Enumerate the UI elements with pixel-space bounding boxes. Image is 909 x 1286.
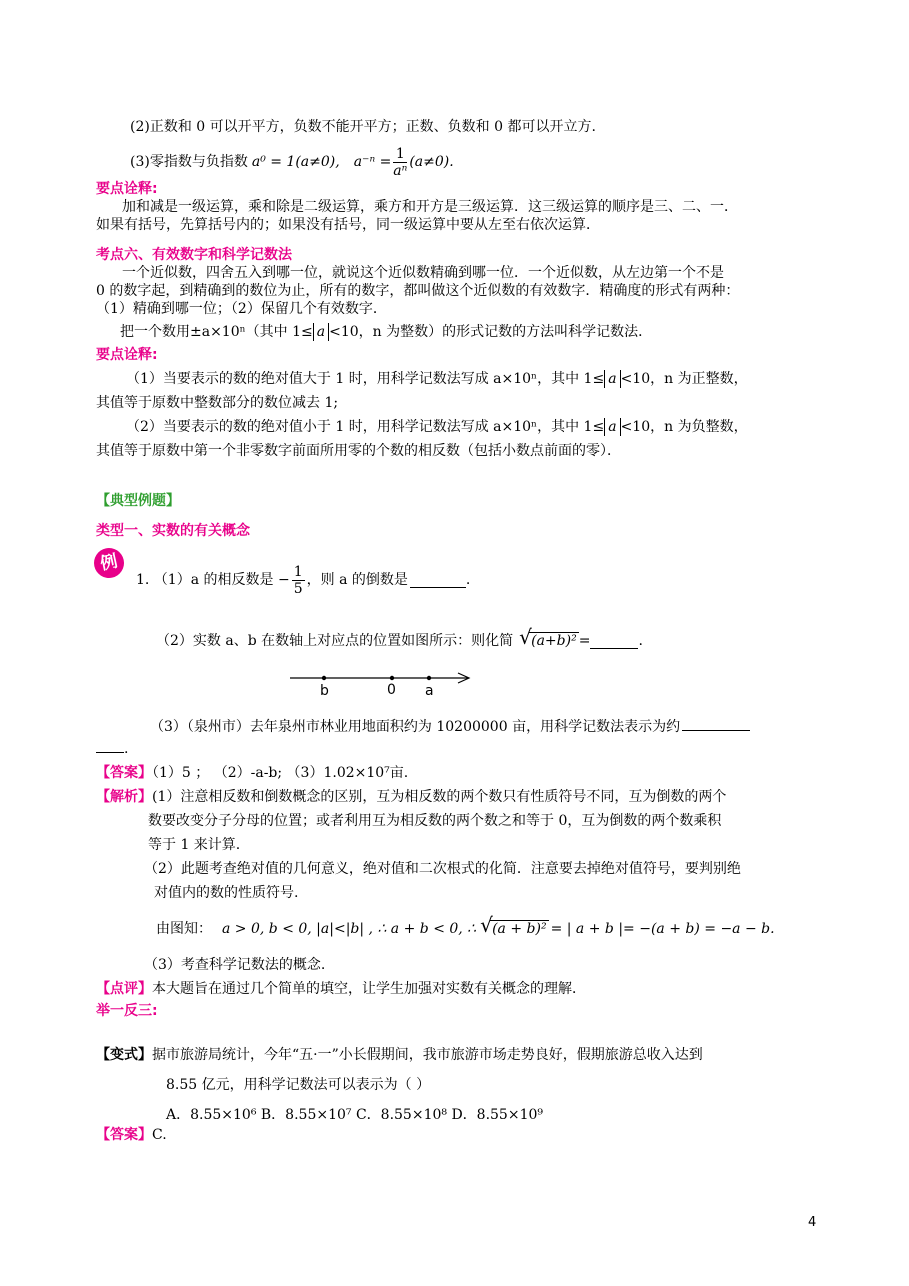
text-line: (3)零指数与负指数 xyxy=(130,154,248,170)
formula: = | a + b |= −(a + b) = −a − b. xyxy=(550,921,775,937)
formula: a > 0, b < 0, |a|<|b| , ∴ a + b < 0, ∴ xyxy=(222,921,477,937)
text-line: 8.55 亿元，用科学记数法可以表示为（ ） xyxy=(166,1077,431,1093)
answer-blank xyxy=(682,716,750,731)
example-badge: 例 xyxy=(91,545,127,581)
variant-tag: 【变式】 xyxy=(96,1047,152,1063)
radicand: (a + b)² xyxy=(492,921,547,937)
absolute-value: a xyxy=(604,418,620,436)
text-segment: <10，n 为正整数， xyxy=(620,371,748,387)
axis-label-a: a xyxy=(425,683,434,699)
answer-tag: 【答案】 xyxy=(96,765,152,781)
text-segment: <10，n 为整数）的形式记数的方法叫科学记数法． xyxy=(329,324,653,340)
fraction-numerator: 1 xyxy=(293,563,303,580)
section-heading: 类型一、实数的有关概念 xyxy=(96,523,250,539)
page-number: 4 xyxy=(808,1215,817,1230)
formula: a⁻ⁿ = xyxy=(353,154,392,170)
number-line xyxy=(286,668,476,700)
answer-text: C. xyxy=(152,1127,167,1143)
text-line: 一个近似数，四舍五入到哪一位，就说这个近似数精确到哪一位．一个近似数，从左边第一个不是 xyxy=(122,265,724,281)
section-heading: 考点六、有效数字和科学记数法 xyxy=(96,247,292,263)
text-segment: 本大题旨在通过几个简单的填空，让学生加强对实数有关概念的理解． xyxy=(152,981,586,997)
fraction xyxy=(393,146,407,179)
text-segment: . xyxy=(638,633,643,649)
question-line xyxy=(136,560,470,600)
text-line: 等于 1 来计算. xyxy=(148,837,241,853)
text-segment: = xyxy=(578,633,591,649)
text-line: 加和减是一级运算，乘和除是二级运算，乘方和开方是三级运算．这三级运算的顺序是三、二、一． xyxy=(122,199,738,215)
text-segment: 由图知： xyxy=(156,921,212,937)
fraction-denominator: aⁿ xyxy=(393,162,408,179)
text-line xyxy=(120,323,652,341)
section-heading: 要点诠释: xyxy=(96,181,158,197)
axis-label-zero: 0 xyxy=(387,682,396,698)
text-segment: 1. （1）a 的相反数是 − xyxy=(136,572,290,588)
text-segment: <10，n 为负整数， xyxy=(620,419,748,435)
answer-line xyxy=(96,764,408,782)
text-line: (2)正数和 0 可以开平方，负数不能开平方；正数、负数和 0 都可以开立方. xyxy=(130,119,596,135)
text-line: （3）考查科学记数法的概念. xyxy=(144,957,326,973)
review-tag: 【点评】 xyxy=(96,981,152,997)
text-line: 如果有括号，先算括号内的；如果没有括号，同一级运算中要从左至右依次运算． xyxy=(96,217,600,233)
fraction-numerator: 1 xyxy=(393,146,407,163)
text-line: 对值内的数的性质符号. xyxy=(154,885,299,901)
section-heading: 举一反三: xyxy=(96,1003,158,1019)
text-segment: （2）当要表示的数的绝对值小于 1 时，用科学记数法写成 a×10ⁿ，其中 1≤ xyxy=(126,419,605,435)
section-heading: 要点诠释: xyxy=(96,347,158,363)
fraction xyxy=(292,564,305,597)
text-line: 0 的数字起，到精确到的数位为止，所有的数字，都叫做这个近似数的有效数字．精确度的形式有两种： xyxy=(96,283,740,299)
solution-tag: 【解析】 xyxy=(96,789,152,805)
answer-blank xyxy=(590,634,638,649)
question-line xyxy=(156,626,643,656)
section-heading: 【典型例题】 xyxy=(96,493,180,509)
question-line xyxy=(150,716,750,736)
square-root xyxy=(480,920,548,938)
formula: a⁰ = 1(a≠0), xyxy=(251,154,340,170)
answer-line xyxy=(96,1126,167,1144)
text-line: 其值等于原数中第一个非零数字前面所用零的个数的相反数（包括小数点前面的零）． xyxy=(96,443,621,459)
answer-tag: 【答案】 xyxy=(96,1127,152,1143)
text-segment: 据市旅游局统计，今年“五·一”小长假期间，我市旅游市场走势良好，假期旅游总收入达到 xyxy=(152,1047,703,1063)
question-line-cont xyxy=(96,738,128,758)
point-b xyxy=(322,676,326,680)
absolute-value: a xyxy=(313,323,329,341)
text-segment: ，则 a 的倒数是 xyxy=(306,572,408,588)
text-segment: （3）（泉州市）去年泉州市林业用地面积约为 10200000 亩，用科学记数法表示为约 xyxy=(150,719,681,735)
text-segment: （1）当要表示的数的绝对值大于 1 时，用科学记数法写成 a×10ⁿ，其中 1≤ xyxy=(126,371,605,387)
text-line xyxy=(126,418,748,436)
text-line: 数要改变分子分母的位置；或者利用互为相反数的两个数之和等于 0，互为倒数的两个数乘积 xyxy=(148,813,722,829)
fraction-denominator: 5 xyxy=(293,580,303,597)
text-line xyxy=(126,370,748,388)
radicand: (a+b)² xyxy=(531,633,577,649)
text-segment: (1）注意相反数和倒数概念的区别，互为相反数的两个数只有性质符号不同，互为倒数的两个 xyxy=(152,789,727,805)
text-segment: . xyxy=(465,572,471,588)
choices-line: A．8.55×10⁶ B．8.55×10⁷ C．8.55×10⁸ D．8.55×10⁹ xyxy=(166,1107,544,1123)
point-a xyxy=(427,676,431,680)
square-root xyxy=(519,632,579,650)
variant-line xyxy=(96,1046,703,1064)
review-line xyxy=(96,980,586,998)
text-line: 其值等于原数中整数部分的数位减去 1; xyxy=(96,395,339,411)
formula: (a≠0). xyxy=(409,154,454,170)
text-line: （2）此题考查绝对值的几何意义，绝对值和二次根式的化简．注意要去掉绝对值符号，要判别绝 xyxy=(144,861,741,877)
text-segment: （2）实数 a、b 在数轴上对应点的位置如图所示：则化简 xyxy=(156,633,514,649)
axis-label-b: b xyxy=(320,683,329,699)
text-segment: . xyxy=(124,741,129,757)
text-line: （1）精确到哪一位；（2）保留几个有效数字． xyxy=(96,301,387,317)
answer-blank xyxy=(410,573,466,588)
answer-text: （1）5 ； （2）-a-b; （3）1.02×10⁷亩. xyxy=(152,765,409,781)
absolute-value: a xyxy=(604,370,620,388)
derivation-line xyxy=(156,914,775,944)
solution-line xyxy=(96,788,726,806)
answer-blank xyxy=(96,738,124,753)
point-zero xyxy=(390,676,394,680)
text-segment: 把一个数用±a×10ⁿ（其中 1≤ xyxy=(120,324,313,340)
formula-line xyxy=(130,140,454,184)
